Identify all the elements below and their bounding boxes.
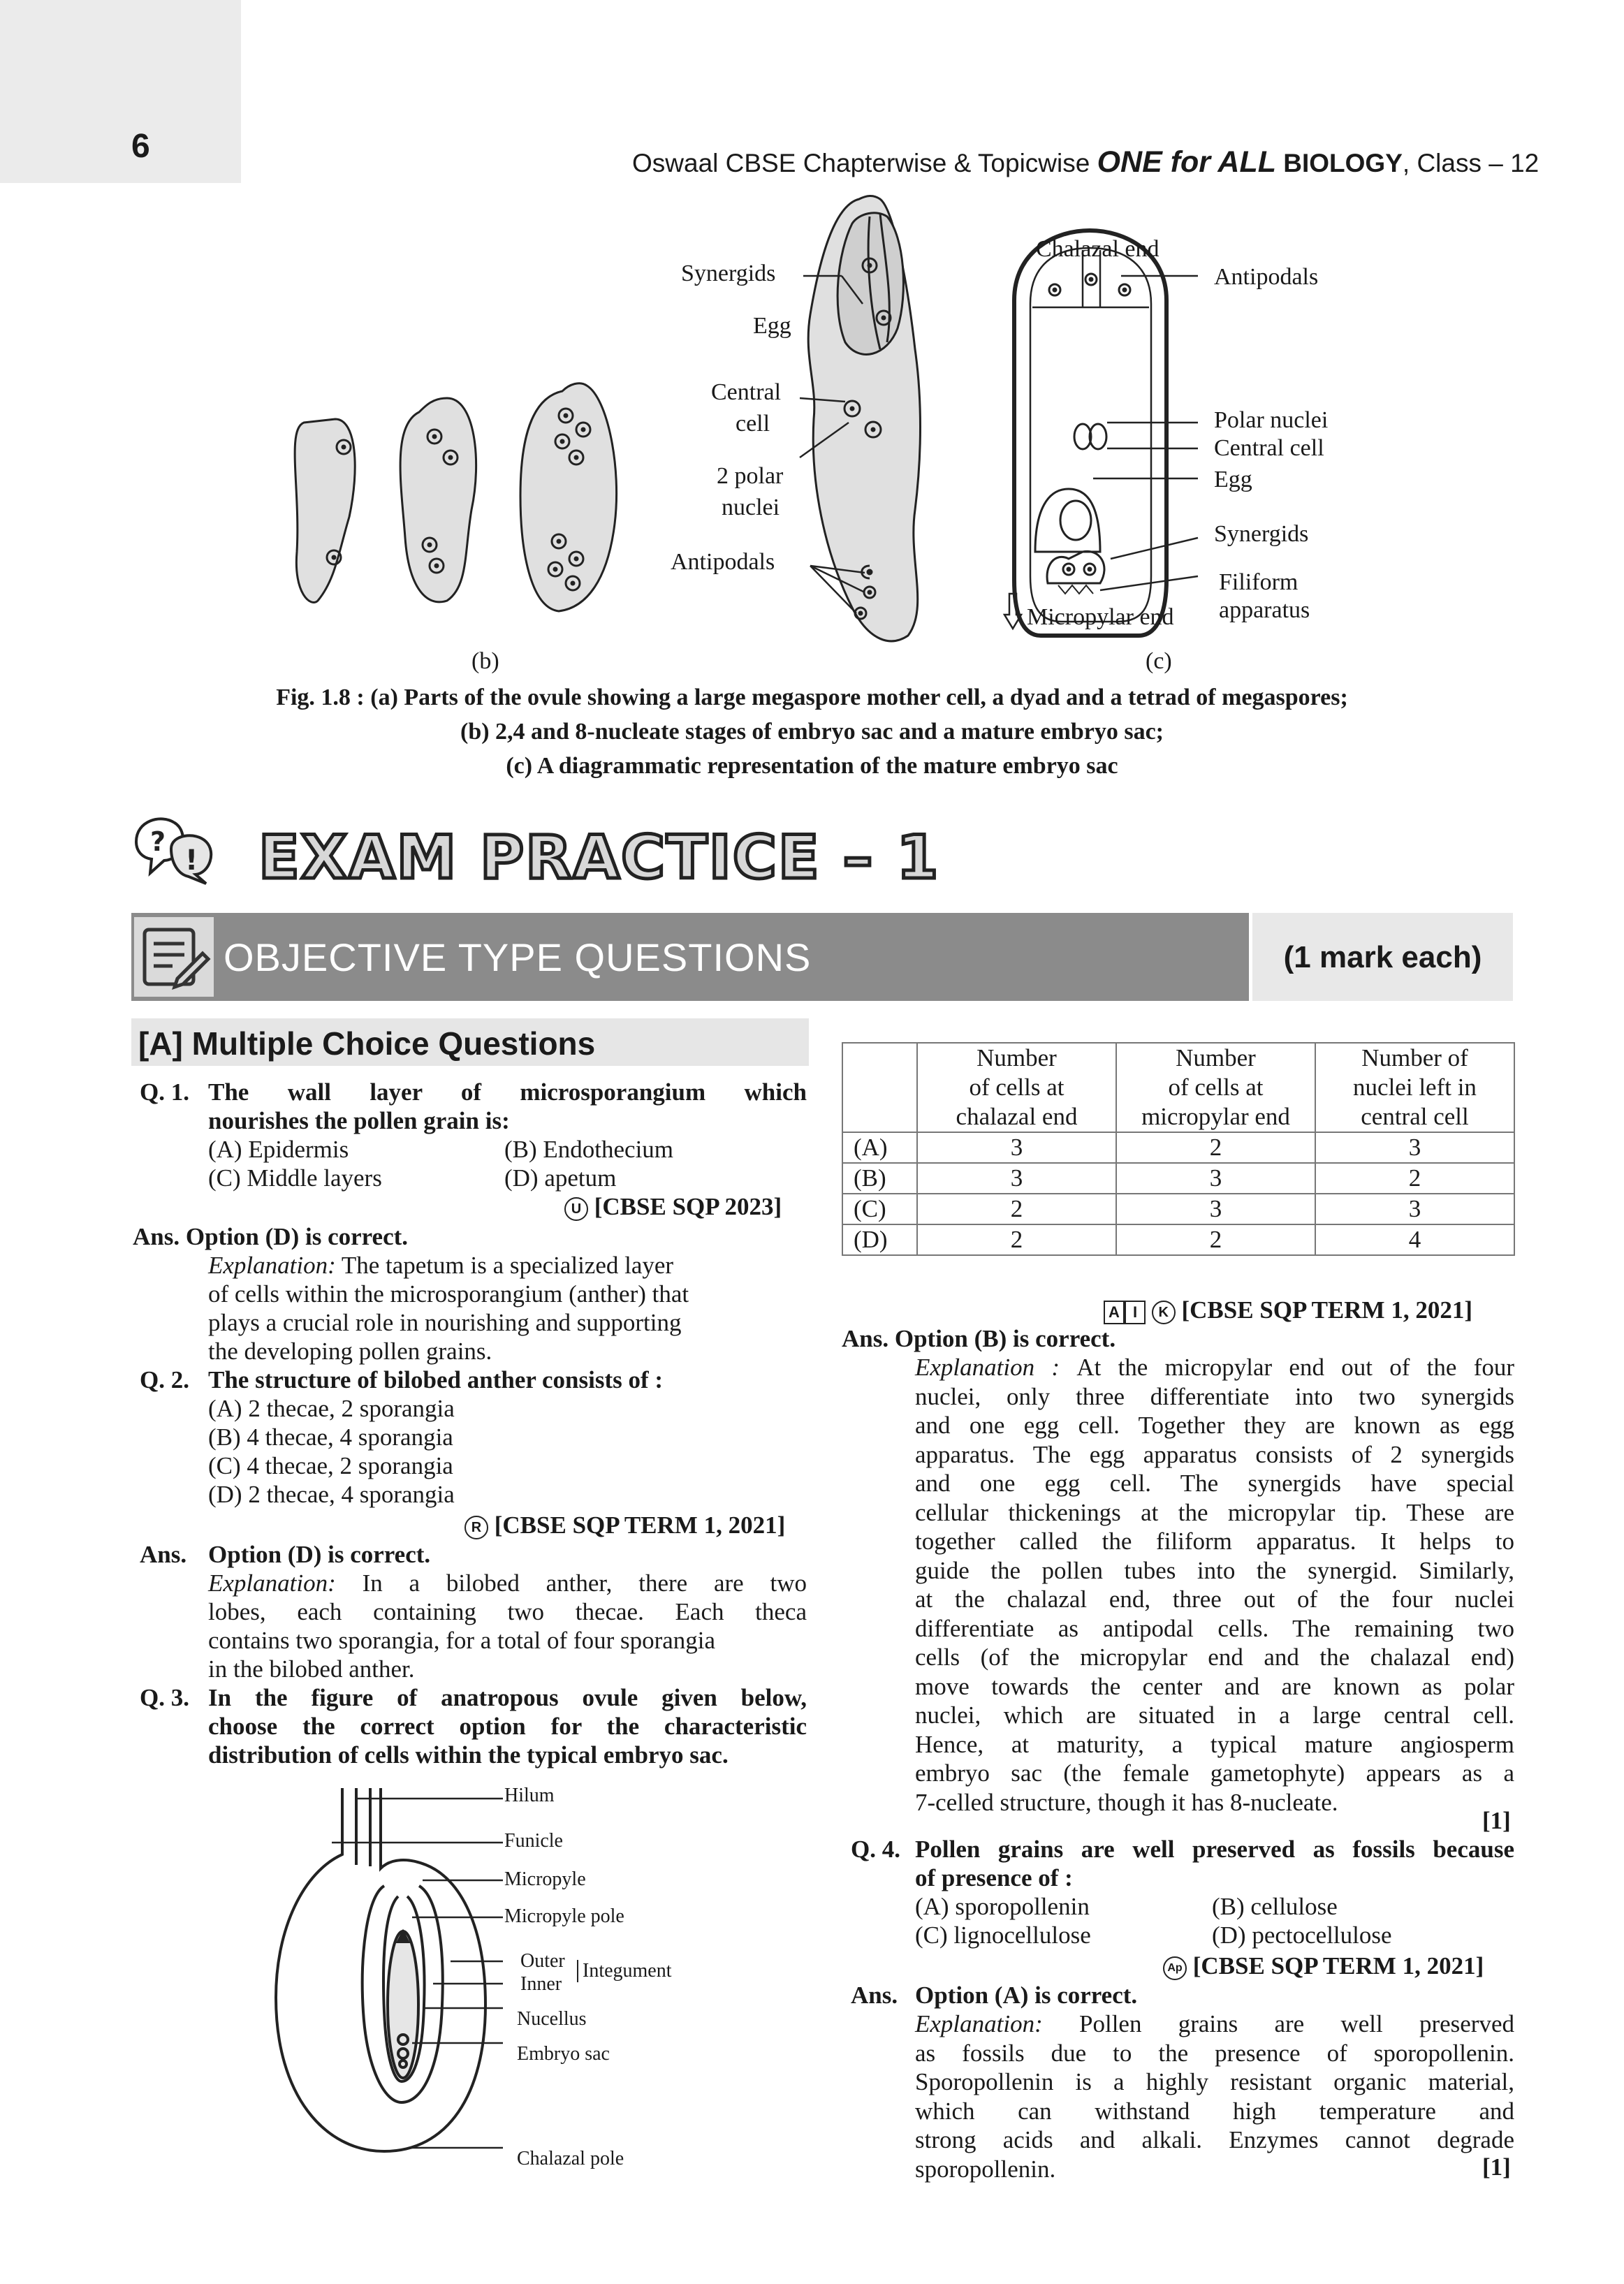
q2-text: The structure of bilobed anther consists of : xyxy=(208,1366,664,1393)
analysing-icon: A xyxy=(1104,1301,1125,1324)
knowledge-icon: K xyxy=(1152,1301,1176,1324)
q2-explanation-2: lobes, each containing two thecae. Each theca xyxy=(208,1598,807,1625)
panel-label-b: (b) xyxy=(471,648,499,674)
section-title: OBJECTIVE TYPE QUESTIONS xyxy=(224,935,812,979)
ovule-label-inner: Inner xyxy=(520,1973,562,1995)
q4-answer: Option (A) is correct. xyxy=(915,1982,1138,2009)
q2-option-d: (D) 2 thecae, 4 sporangia xyxy=(208,1481,455,1508)
q3-line-1: In the figure of anatropous ovule given below, xyxy=(208,1684,807,1711)
ovule-label-integument: Integument xyxy=(577,1960,672,1982)
explanation-line: which can withstand high temperature and xyxy=(915,2097,1514,2125)
explanation-line: nuclei, only three differentiate into two synergids xyxy=(915,1382,1514,1410)
q3-explanation xyxy=(915,1353,1514,1817)
q3-answer: Ans. Option (B) is correct. xyxy=(842,1325,1116,1352)
label-central-cell-b-2: cell xyxy=(736,411,770,437)
running-header xyxy=(632,145,1539,180)
q2-exp-line-1: In a bilobed anther, there are two xyxy=(362,1569,807,1597)
label-central-cell-c: Central cell xyxy=(1214,435,1324,461)
ovule-label-funicle: Funicle xyxy=(504,1830,563,1852)
q4-option-a: (A) sporopollenin xyxy=(915,1893,1090,1920)
explanation-line: guide the pollen tubes into the synergid. Similarly, xyxy=(915,1556,1514,1584)
figure-caption-2: (b) 2,4 and 8-nucleate stages of embryo sac and a mature embryo sac; xyxy=(460,719,1164,745)
explanation-label: Explanation: xyxy=(915,2010,1079,2037)
svg-text:?: ? xyxy=(150,826,166,857)
label-egg-c: Egg xyxy=(1214,467,1252,492)
q2-option-c: (C) 4 thecae, 2 sporangia xyxy=(208,1452,453,1479)
table-cell: 2 xyxy=(1116,1224,1315,1255)
ovule-label-chalazal-pole: Chalazal pole xyxy=(517,2148,624,2169)
q2-option-a: (A) 2 thecae, 2 sporangia xyxy=(208,1395,455,1422)
brand-logo-text: ONE for ALL xyxy=(1097,145,1276,179)
exam-practice-title: EXAM PRACTICE – 1 xyxy=(258,823,940,893)
section-marks: (1 mark each) xyxy=(1283,940,1482,974)
explanation-line: Hence, at maturity, a typical mature angiosperm xyxy=(915,1730,1514,1758)
q4-option-d: (D) pectocellulose xyxy=(1212,1921,1392,1949)
q2-explanation-4: in the bilobed anther. xyxy=(208,1655,415,1683)
q1-option-a: (A) Epidermis xyxy=(208,1136,349,1163)
q4-answer-label: Ans. xyxy=(851,1982,898,2009)
q2-option-b: (B) 4 thecae, 4 sporangia xyxy=(208,1423,453,1451)
page-number: 6 xyxy=(131,128,150,165)
inference-icon: I xyxy=(1125,1301,1146,1324)
label-polar-b-2: nuclei xyxy=(722,495,780,520)
understanding-icon: U xyxy=(564,1197,588,1221)
class-text: , Class – 12 xyxy=(1402,149,1539,177)
q3-source-text: [CBSE SQP TERM 1, 2021] xyxy=(1181,1296,1472,1324)
q2-explanation-1 xyxy=(208,1569,807,1597)
figure-caption-1: Fig. 1.8 : (a) Parts of the ovule showing a large megaspore mother cell, a dyad and a tetrad of megaspores; xyxy=(276,685,1348,710)
q3-source xyxy=(1104,1296,1472,1324)
ovule-label-embryo-sac: Embryo sac xyxy=(517,2043,610,2065)
table-header-central: Number of nuclei left in central cell xyxy=(1315,1043,1514,1132)
subject-text: BIOLOGY xyxy=(1283,149,1403,177)
q4-option-c: (C) lignocellulose xyxy=(915,1921,1091,1949)
table-cell: 3 xyxy=(1315,1132,1514,1163)
q1-explanation-1 xyxy=(208,1251,673,1280)
q2-answer-label: Ans. xyxy=(140,1541,187,1568)
table-cell: 3 xyxy=(1315,1194,1514,1224)
table-cell: 3 xyxy=(917,1132,1116,1163)
q2-exp-label: Explanation: xyxy=(208,1569,336,1597)
q3-line-3: distribution of cells within the typical embryo sac. xyxy=(208,1741,729,1769)
table-row xyxy=(842,1194,1514,1224)
q1-option-d: (D) apetum xyxy=(504,1164,617,1192)
q2-source-text: [CBSE SQP TERM 1, 2021] xyxy=(494,1511,786,1539)
table-header-row xyxy=(842,1043,1514,1132)
q1-text-2: nourishes the pollen grain is: xyxy=(208,1107,510,1134)
explanation-line: nuclei, which are situated in a large central cell. xyxy=(915,1701,1514,1729)
figure-caption-3: (c) A diagrammatic representation of the mature embryo sac xyxy=(506,753,1118,779)
explanation-line: differentiate as antipodal cells. The remaining two xyxy=(915,1614,1514,1642)
q1-exp-label: Explanation: xyxy=(208,1252,336,1279)
label-synergids-c: Synergids xyxy=(1214,521,1309,547)
table-cell: 3 xyxy=(1116,1163,1315,1194)
q1-source-text: [CBSE SQP 2023] xyxy=(594,1193,782,1220)
table-corner-cell xyxy=(842,1043,917,1132)
table-row xyxy=(842,1224,1514,1255)
remembering-icon: R xyxy=(464,1516,488,1539)
q3-options-table xyxy=(842,1042,1515,1256)
table-header-chalazal: Number of cells at chalazal end xyxy=(917,1043,1116,1132)
explanation-line: move towards the center and are known as polar xyxy=(915,1672,1514,1700)
q1-number: Q. 1. xyxy=(140,1078,189,1106)
q3-line-2: choose the correct option for the characteristic xyxy=(208,1713,807,1740)
panel-label-c: (c) xyxy=(1146,648,1172,674)
explanation-line: embryo sac (the female gametophyte) appears as a xyxy=(915,1759,1514,1787)
table-cell: 4 xyxy=(1315,1224,1514,1255)
table-cell: 2 xyxy=(917,1194,1116,1224)
table-cell: 3 xyxy=(1116,1194,1315,1224)
ovule-label-micropyle: Micropyle xyxy=(504,1868,586,1890)
q4-explanation xyxy=(915,2010,1514,2183)
table-cell: (C) xyxy=(842,1194,917,1224)
label-egg-b: Egg xyxy=(753,313,791,339)
table-row xyxy=(842,1163,1514,1194)
explanation-line: cells (of the micropylar end and the chalazal end) xyxy=(915,1644,1514,1671)
applying-icon: Ap xyxy=(1163,1956,1187,1980)
explanation-line: Explanation: Pollen grains are well preserved xyxy=(915,2010,1514,2037)
q1-text-1: The wall layer of microsporangium which xyxy=(208,1078,807,1106)
q1-answer: Ans. Option (D) is correct. xyxy=(133,1223,409,1250)
q4-option-b: (B) cellulose xyxy=(1212,1893,1338,1920)
q4-source xyxy=(1163,1952,1484,1980)
q3-mark: [1] xyxy=(1482,1807,1511,1834)
label-central-cell-b-1: Central xyxy=(711,379,782,405)
explanation-line: strong acids and alkali. Enzymes cannot degrade xyxy=(915,2126,1514,2153)
explanation-line: Sporopollenin is a highly resistant organic material, xyxy=(915,2068,1514,2095)
q4-mark: [1] xyxy=(1482,2153,1511,2181)
q1-explanation-4: the developing pollen grains. xyxy=(208,1338,492,1365)
q1-explanation-3: plays a crucial role in nourishing and supporting xyxy=(208,1309,682,1336)
q4-source-text: [CBSE SQP TERM 1, 2021] xyxy=(1192,1952,1484,1979)
explanation-line: apparatus. The egg apparatus consists of 2 synergids xyxy=(915,1440,1514,1468)
q1-option-b: (B) Endothecium xyxy=(504,1136,674,1163)
question-bubbles-icon xyxy=(129,810,227,887)
table-cell: 3 xyxy=(917,1163,1116,1194)
table-cell: 2 xyxy=(917,1224,1116,1255)
ovule-label-nucellus: Nucellus xyxy=(517,2008,587,2030)
ovule-label-hilum: Hilum xyxy=(504,1785,555,1806)
label-antipodals-c: Antipodals xyxy=(1214,264,1319,290)
notes-icon-box xyxy=(134,917,214,997)
explanation-line: and one egg cell. The synergids have special xyxy=(915,1470,1514,1497)
explanation-line: at the chalazal end, three out of the four nuclei xyxy=(915,1586,1514,1613)
table-cell: 2 xyxy=(1315,1163,1514,1194)
explanation-line: 7-celled structure, though it has 8-nucleate. xyxy=(915,1788,1338,1816)
table-row xyxy=(842,1132,1514,1163)
q2-number: Q. 2. xyxy=(140,1366,189,1393)
publisher-text: Oswaal CBSE Chapterwise & Topicwise xyxy=(632,149,1090,177)
explanation-line: sporopollenin. xyxy=(915,2155,1056,2183)
explanation-line: and one egg cell. Together they are known as egg xyxy=(915,1412,1514,1439)
anatropous-ovule-diagram xyxy=(262,1774,513,2179)
table-cell: (B) xyxy=(842,1163,917,1194)
q2-source xyxy=(464,1511,785,1539)
q3-number: Q. 3. xyxy=(140,1684,189,1711)
q1-source xyxy=(564,1192,782,1221)
q2-answer: Option (D) is correct. xyxy=(208,1541,431,1568)
q4-number: Q. 4. xyxy=(851,1836,900,1863)
label-polar-b-1: 2 polar xyxy=(717,463,784,489)
explanation-line: together called the filiform apparatus. It helps to xyxy=(915,1528,1514,1555)
q1-option-c: (C) Middle layers xyxy=(208,1164,382,1192)
notes-pencil-icon xyxy=(134,917,214,997)
q2-explanation-3: contains two sporangia, for a total of four sporangia xyxy=(208,1627,716,1654)
q1-explanation-2: of cells within the microsporangium (anther) that xyxy=(208,1280,689,1308)
label-filiform-2: apparatus xyxy=(1219,597,1310,623)
label-micropylar-end: Micropylar end xyxy=(1027,604,1174,630)
table-cell: 2 xyxy=(1116,1132,1315,1163)
ovule-label-micropyle-pole: Micropyle pole xyxy=(504,1905,624,1927)
four-nucleate-sac xyxy=(400,398,476,602)
label-antipodals-b: Antipodals xyxy=(671,549,775,575)
q4-text-2: of presence of : xyxy=(915,1864,1073,1891)
explanation-line: Explanation : At the micropylar end out of the four xyxy=(915,1354,1514,1381)
table-cell: (D) xyxy=(842,1224,917,1255)
q1-exp-line-1: The tapetum is a specialized layer xyxy=(341,1252,674,1279)
explanation-label: Explanation : xyxy=(915,1354,1077,1381)
explanation-line: as fossils due to the presence of sporopollenin. xyxy=(915,2039,1514,2067)
svg-text:!: ! xyxy=(185,844,198,877)
ovule-label-outer: Outer xyxy=(520,1950,565,1972)
page-number-box xyxy=(0,0,241,183)
mcq-subsection-title: [A] Multiple Choice Questions xyxy=(138,1025,596,1062)
table-header-micropylar: Number of cells at micropylar end xyxy=(1116,1043,1315,1132)
label-chalazal-end: Chalazal end xyxy=(1036,236,1160,262)
explanation-line: cellular thickenings at the micropylar tip. These are xyxy=(915,1498,1514,1526)
label-filiform-1: Filiform xyxy=(1219,569,1299,595)
label-synergids-b: Synergids xyxy=(681,261,776,286)
q4-text-1: Pollen grains are well preserved as fossils because xyxy=(915,1836,1514,1863)
label-polar-nuclei-c: Polar nuclei xyxy=(1214,407,1329,433)
table-cell: (A) xyxy=(842,1132,917,1163)
